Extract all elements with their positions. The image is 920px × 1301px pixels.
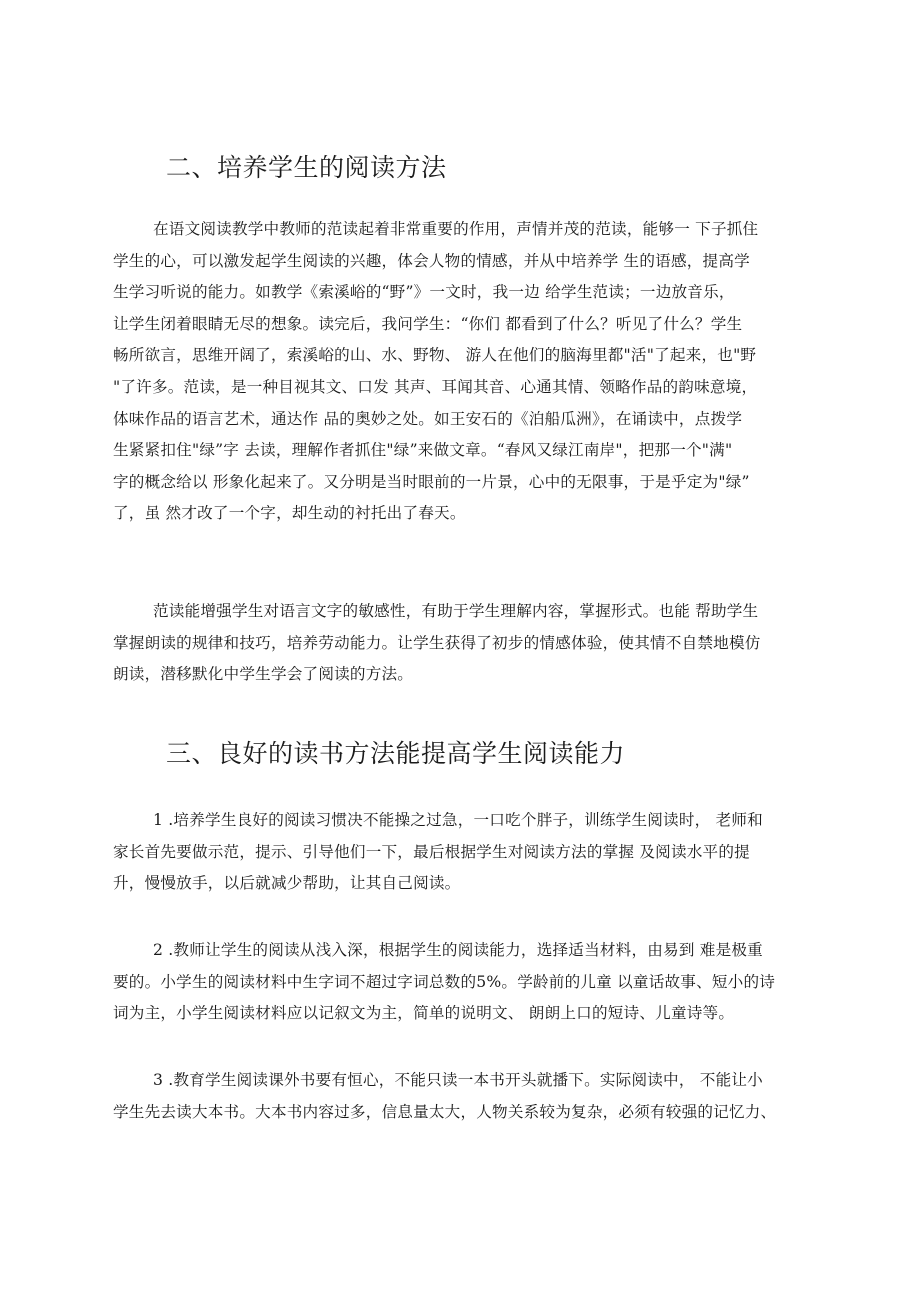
paragraph (113, 805, 813, 900)
text-line: 3 .教育学生阅读课外书要有恒心，不能只读一本书开头就播下。实际阅读中， 不能让小 (153, 1071, 763, 1089)
text-line: 畅所欲言，思维开阔了，索溪峪的山、水、野物、 游人在他们的脑海里都"活"了起来，也"野 (113, 346, 757, 365)
paragraph (113, 596, 813, 691)
text-line: 字的概念给以 形象化起来了。又分明是当时眼前的一片景，心中的无限事，于是乎定为"绿” (113, 472, 750, 491)
text-line: 了，虽 然才改了一个字，却生动的衬托出了春天。 (113, 504, 466, 523)
text-line: 让学生闭着眼睛无尽的想象。读完后，我问学生：“你们 都看到了什么？听见了什么？学生 (113, 314, 743, 333)
paragraph (113, 214, 813, 530)
paragraph (113, 935, 813, 1030)
text-line: 生学习听说的能力。如教学《索溪峪的“野”》一文时，我一边 给学生范读；一边放音乐， (113, 283, 735, 302)
text-line: 在语文阅读教学中教师的范读起着非常重要的作用，声情并茂的范读，能够一 下子抓住 (153, 220, 759, 238)
text-line: 家长首先要做示范，提示、引导他们一下，最后根据学生对阅读方法的掌握 及阅读水平的提 (113, 842, 750, 861)
text-line: 2 .教师让学生的阅读从浅入深，根据学生的阅读能力，选择适当材料，由易到 难是极重 (153, 941, 763, 959)
text-line: 升，慢慢放手，以后就减少帮助，让其自己阅读。 (113, 874, 461, 893)
text-line: 要的。小学生的阅读材料中生字词不超过字词总数的5%。学龄前的儿童 以童话故事、短小的诗 (113, 972, 776, 991)
paragraph (113, 1065, 813, 1128)
text-line: 词为主，小学生阅读材料应以记叙文为主，简单的说明文、 朗朗上口的短诗、儿童诗等。 (113, 1004, 735, 1023)
text-line: "了许多。范读，是一种目视其文、口发 其声、耳闻其音、心通其情、领略作品的韵味意境， (113, 377, 758, 396)
text-line: 掌握朗读的规律和技巧，培养劳动能力。让学生获得了初步的情感体验，使其情不自禁地模仿 (113, 633, 761, 652)
text-line: 范读能增强学生对语言文字的敏感性，有助于学生理解内容，掌握形式。也能 帮助学生 (153, 602, 759, 620)
text-line: 生紧紧扣住"绿”字 去读，理解作者抓住"绿”来做文章。“春风又绿江南岸"，把那一个"满" (113, 441, 733, 460)
text-line: 学生的心，可以激发起学生阅读的兴趣，体会人物的情感，并从中培养学 生的语感，提高学 (113, 251, 750, 270)
text-line: 学生先去读大本书。大本书内容过多，信息量太大，人物关系较为复杂，必须有较强的记忆力、 (113, 1102, 777, 1121)
text-line: 1 .培养学生良好的阅读习惯决不能操之过急，一口吃个胖子，训练学生阅读时， 老师和 (153, 811, 763, 829)
section-heading: 三、良好的读书方法能提高学生阅读能力 (166, 739, 626, 768)
section-heading: 二、培养学生的阅读方法 (166, 153, 447, 182)
text-line: 朗读，潜移默化中学生学会了阅读的方法。 (113, 665, 414, 684)
text-line: 体味作品的语言艺术，通达作 品的奥妙之处。如王安石的《泊船瓜洲》，在诵读中，点拨学 (113, 409, 743, 428)
